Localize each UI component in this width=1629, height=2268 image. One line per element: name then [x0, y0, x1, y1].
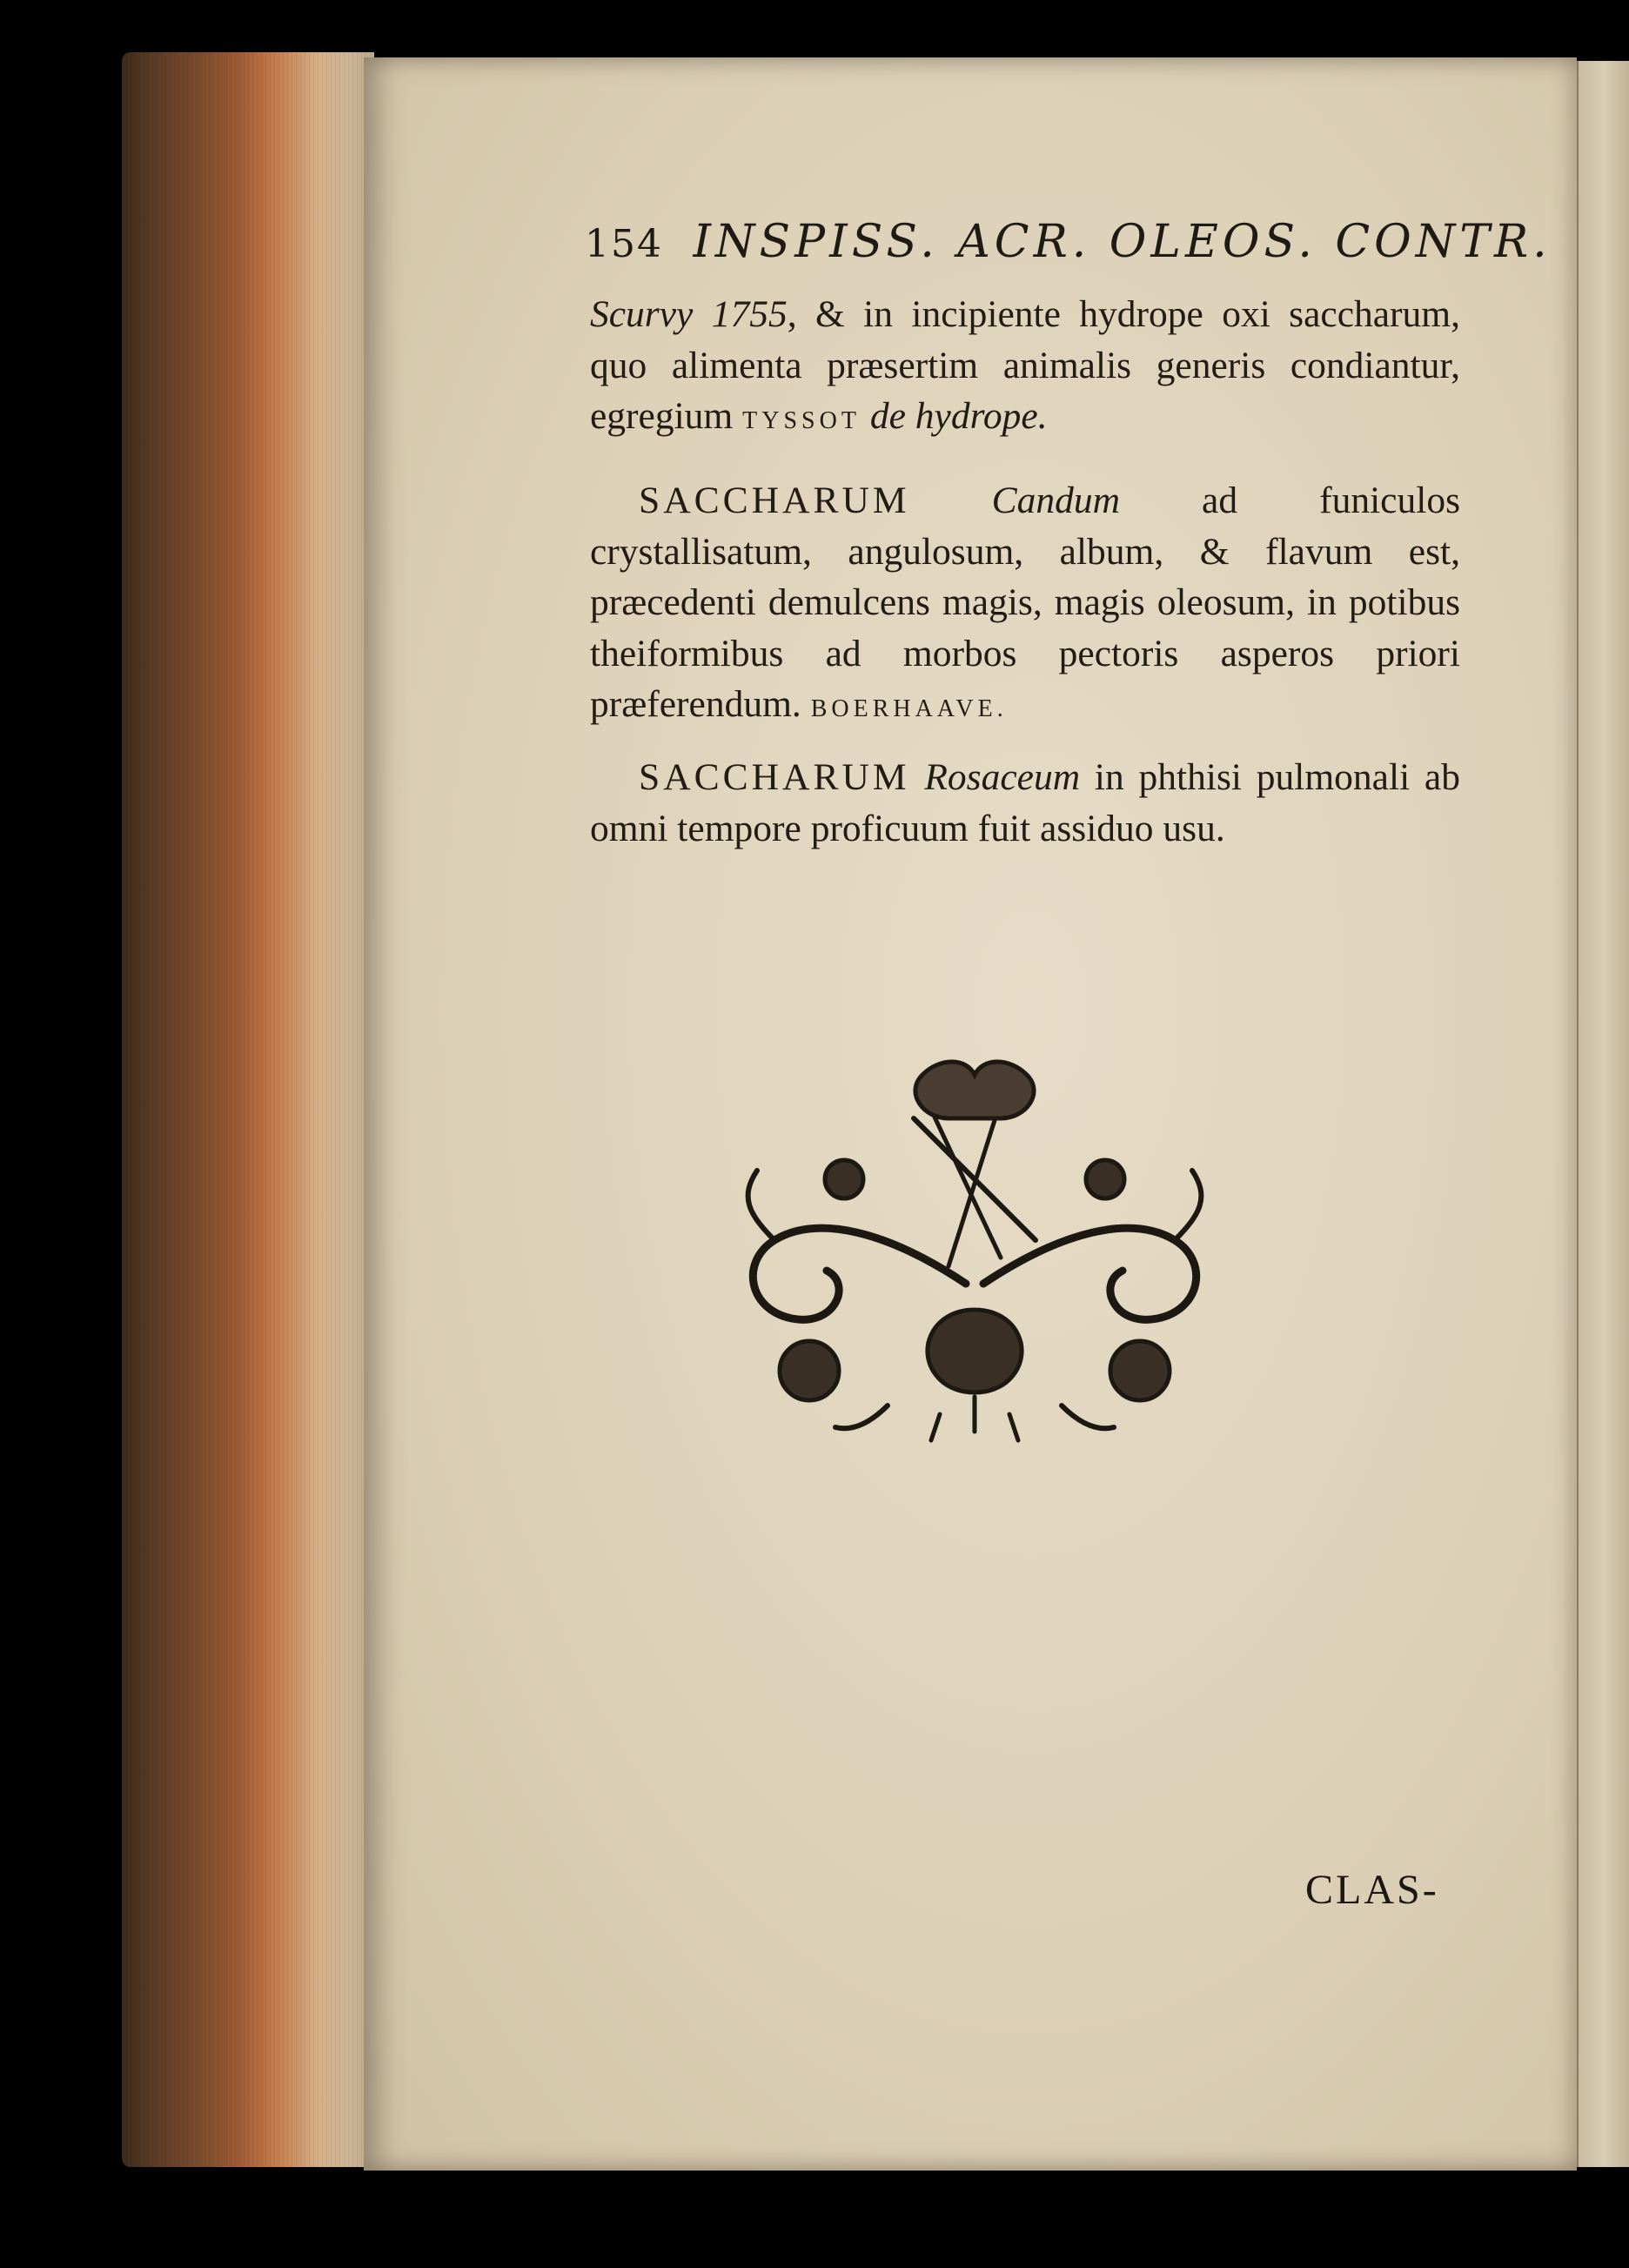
book-page-edges	[122, 52, 374, 2167]
text-segment: Candum	[991, 480, 1121, 521]
text-segment: SACCHARUM	[639, 480, 910, 521]
text-segment	[861, 395, 870, 437]
text-segment: de hydrope.	[869, 395, 1048, 437]
floral-tailpiece-icon	[714, 1023, 1236, 1458]
running-head: INSPISS. ACR. OLEOS. CONTR.	[693, 216, 1552, 268]
text-segment	[910, 756, 925, 798]
paragraph	[590, 752, 1460, 854]
paragraph	[590, 289, 1460, 447]
page-number: 154	[585, 222, 663, 266]
text-segment: TYSSOT	[742, 407, 861, 434]
page-header	[585, 216, 1552, 268]
text-segment: , & in incipiente hydrope oxi saccharum, quo alimenta præsertim animalis generis condiantur, egregium	[590, 293, 1461, 437]
facing-page-edge	[1577, 61, 1629, 2167]
text-segment: in phthisi pulmonali ab omni tempore proficuum fuit assiduo usu.	[590, 756, 1460, 849]
text-segment	[910, 480, 992, 521]
paragraph	[590, 475, 1460, 735]
text-segment: Scurvy 1755	[590, 293, 788, 335]
text-segment: BOERHAAVE.	[810, 695, 1008, 722]
catchword: CLAS-	[1305, 1867, 1439, 1913]
text-segment: SACCHARUM	[639, 756, 910, 798]
text-segment: ad funiculos crystallisatum, angulosum, album, & flavum est, præcedenti demulcens magis, magis oleosum, in potibus theiformibus ad morbos pectoris asperos priori præferendum.	[590, 480, 1461, 725]
text-segment: Rosaceum	[924, 756, 1081, 798]
